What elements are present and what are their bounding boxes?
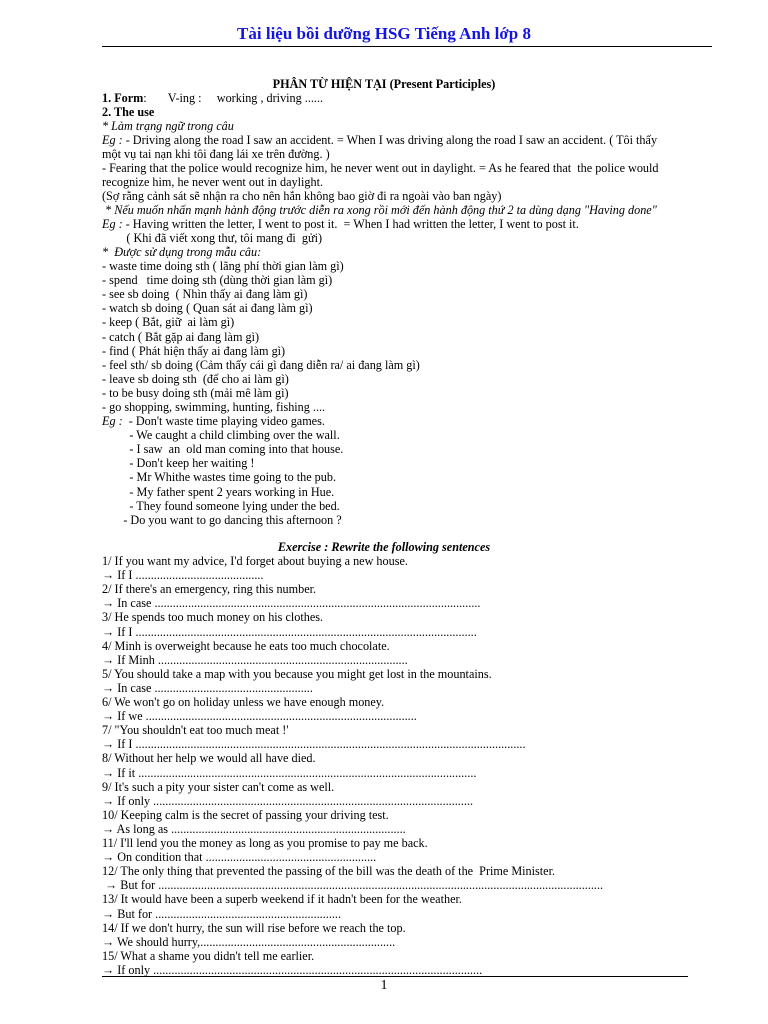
exercise-line: 10/ Keeping calm is the secret of passing your driving test. <box>102 807 389 822</box>
exercise-line: 2/ If there's an emergency, ring this number. <box>102 582 317 597</box>
exercise-line: 13/ It would have been a superb weekend if it hadn't been for the weather. <box>102 892 462 907</box>
form-label: 1. Form <box>102 91 144 105</box>
use2-line: Eg : - Having written the letter, I went to post it. = When I had written the letter, I went to post it. <box>102 217 579 231</box>
use1-line: - Fearing that the police would recognize him, he never went out in daylight. = As he feared that the police would <box>102 161 659 175</box>
section-title: PHÂN TỪ HIỆN TẠI (Present Participles) <box>272 77 496 91</box>
header-title: Tài liệu bồi dưỡng HSG Tiếng Anh lớp 8 <box>237 24 531 43</box>
exercise-title: Exercise : Rewrite the following sentences <box>277 540 491 554</box>
exercise-line: 6/ We won't go on holiday unless we have enough money. <box>102 695 385 709</box>
pattern-item: - watch sb doing ( Quan sát ai đang làm gì) <box>102 301 313 316</box>
exercise-line: → If I ................................................................................................................ <box>102 624 477 639</box>
example-line: - Don't keep her waiting ! <box>102 456 255 471</box>
eg-prefix: Eg : <box>102 133 123 147</box>
page-number: 1 <box>380 978 388 993</box>
pattern-item: - leave sb doing sth (để cho ai làm gì) <box>102 371 289 386</box>
form-line <box>102 91 323 105</box>
use3-heading: * Được sử dụng trong mẫu câu: <box>102 245 262 259</box>
exercise-line: 5/ You should take a map with you because you might get lost in the mountains. <box>102 666 492 681</box>
use-label: 2. The use <box>102 105 155 119</box>
use1-heading: * Làm trạng ngữ trong câu <box>102 119 234 133</box>
exercise-line: → If only ............................................................................................................ <box>102 962 483 977</box>
exercise-line: → If only ......................................................................................................... <box>102 793 474 808</box>
exercise-line: 9/ It's such a pity your sister can't come as well. <box>102 779 335 794</box>
exercise-line: → In case ........................................................................................................... <box>102 596 481 611</box>
exercise-line: 8/ Without her help we would all have died. <box>102 751 316 766</box>
example-line: Eg : - Don't waste time playing video games. <box>102 414 325 428</box>
pattern-item: - see sb doing ( Nhìn thấy ai đang làm gì) <box>102 287 308 302</box>
exercise-line: → If Minh .................................................................................. <box>102 652 408 667</box>
exercise-line: → On condition that ........................................................ <box>102 850 377 865</box>
exercise-line: 15/ What a shame you didn't tell me earlier. <box>102 948 315 963</box>
use2-line: ( Khi đã viết xong thư, tôi mang đi gửi) <box>102 231 323 245</box>
exercise-line: → As long as ............................................................................. <box>102 821 406 836</box>
pattern-item: - spend time doing sth (dùng thời gian làm gì) <box>102 273 333 288</box>
exercise-line: 12/ The only thing that prevented the passing of the bill was the death of the Prime Minister. <box>102 864 555 879</box>
use1-line: (Sợ rằng cảnh sát sẽ nhận ra cho nên hắn không bao giờ đi ra ngoài vào ban ngày) <box>102 189 502 203</box>
exercise-line: → If it ............................................................................................................... <box>102 765 477 780</box>
pattern-item: - keep ( Bắt, giữ ai làm gì) <box>102 315 235 330</box>
exercise-line: → But for ............................................................. <box>102 906 342 921</box>
example-line: - Do you want to go dancing this afternoon ? <box>102 512 342 527</box>
eg-prefix: Eg : <box>102 414 123 428</box>
example-line: - They found someone lying under the bed. <box>102 498 340 513</box>
pattern-item: - catch ( Bắt gặp ai đang làm gì) <box>102 329 260 344</box>
exercise-line: → If we ......................................................................................... <box>102 709 417 724</box>
exercise-line: 11/ I'll lend you the money as long as you promise to pay me back. <box>102 836 428 850</box>
footer-rule <box>102 976 688 977</box>
exercise-line: → If I ................................................................................................................................ <box>102 737 526 752</box>
exercise-line: → In case .................................................... <box>102 680 313 695</box>
exercise-line: 14/ If we don't hurry, the sun will rise before we reach the top. <box>102 920 406 935</box>
pattern-item: - go shopping, swimming, hunting, fishing .... <box>102 400 326 414</box>
use1-line: recognize him, he never went out in daylight. <box>102 175 323 189</box>
pattern-item: - to be busy doing sth (mải mê làm gì) <box>102 385 289 400</box>
exercise-line: 7/ "You shouldn't eat too much meat !' <box>102 723 289 738</box>
example-line: - I saw an old man coming into that house. <box>102 442 344 457</box>
eg-prefix: Eg : <box>102 217 123 231</box>
exercise-line: 4/ Minh is overweight because he eats too much chocolate. <box>102 638 390 653</box>
form-text: : V-ing : working , driving ...... <box>143 91 324 105</box>
use1-line: một vụ tai nạn khi tôi đang lái xe trên đường. ) <box>102 147 330 161</box>
use1-line: Eg : - Driving along the road I saw an accident. = When I was driving along the road I saw an accident. ( Tôi thấy <box>102 133 658 147</box>
exercise-line: → But for .................................................................................................................................................. <box>102 878 604 893</box>
exercise-line: → If I .......................................... <box>102 568 264 583</box>
pattern-item: - find ( Phát hiện thấy ai đang làm gì) <box>102 343 286 358</box>
exercise-line: 3/ He spends too much money on his clothes. <box>102 610 324 625</box>
pattern-item: - feel sth/ sb doing (Cảm thấy cái gì đang diễn ra/ ai đang làm gì) <box>102 357 420 372</box>
header-rule <box>102 46 712 47</box>
exercise-line: 1/ If you want my advice, I'd forget about buying a new house. <box>102 554 408 568</box>
example-line: - We caught a child climbing over the wall. <box>102 428 340 443</box>
example-line: - My father spent 2 years working in Hue. <box>102 484 335 499</box>
use2-heading: * Nếu muốn nhấn mạnh hành động trước diễn ra xong rồi mới đến hành động thứ 2 ta dùng dạng "Having done" <box>102 203 657 217</box>
pattern-item: - waste time doing sth ( lãng phí thời gian làm gì) <box>102 259 344 273</box>
exercise-line: → We should hurry,................................................................ <box>102 934 396 949</box>
example-line: - Mr Whithe wastes time going to the pub. <box>102 470 337 485</box>
